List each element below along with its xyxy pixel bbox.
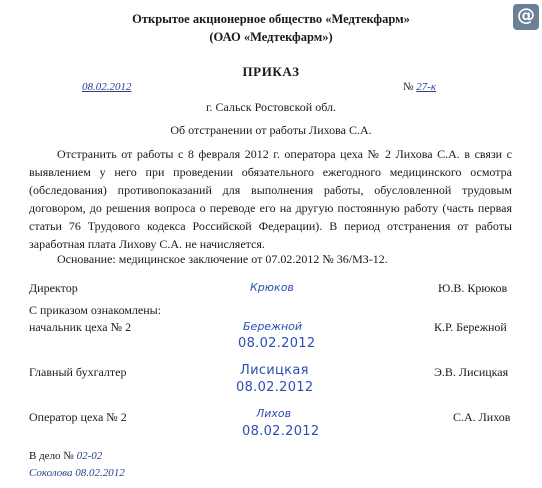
file-number: 02-02 <box>76 450 103 462</box>
signatory-date: 08.02.2012 <box>242 424 320 439</box>
file-label: В дело № <box>29 450 74 462</box>
signatory-name: К.Р. Бережной <box>434 320 507 334</box>
signatory-signature: Бережной <box>243 320 303 333</box>
org-full-name: Открытое акционерное общество «Медтекфарм» <box>132 12 410 26</box>
acquainted-label: С приказом ознакомлены: <box>29 303 162 317</box>
order-place: г. Сальск Ростовской обл. <box>205 100 337 114</box>
order-subject: Об отстранении от работы Лихова С.А. <box>170 123 372 137</box>
number-prefix: № <box>403 81 414 93</box>
director-name: Ю.В. Крюков <box>438 281 508 295</box>
number-value: 27-к <box>416 81 437 93</box>
signatory-date: 08.02.2012 <box>238 336 316 351</box>
director-signature: Крюков <box>250 281 294 294</box>
file-record <box>29 450 102 462</box>
signatory-date: 08.02.2012 <box>236 380 314 395</box>
director-role: Директор <box>29 281 78 295</box>
signatory-role: Оператор цеха № 2 <box>29 410 127 424</box>
order-number <box>403 81 436 93</box>
signatory-role: начальник цеха № 2 <box>29 320 132 334</box>
order-body: Отстранить от работы с 8 февраля 2012 г. оператора цеха № 2 Лихова С.А. в связи с выявлением у него при проведении обязательного ежегодного медицинского осмотра (обследования) противопоказаний для выполнения работы, обусловленной трудовым договором, до решения вопроса о переводе его на другую постоянную работу (часть первая статьи 76 Трудового кодекса Российской Федерации). В период отстранения от работы заработная плата Лихову С.А. не начисляется. <box>29 147 512 251</box>
signatory-name: Э.В. Лисицкая <box>434 365 509 379</box>
order-basis: Основание: медицинское заключение от 07.02.2012 № 36/МЗ-12. <box>57 252 388 266</box>
signatory-role: Главный бухгалтер <box>29 365 127 379</box>
signatory-name: С.А. Лихов <box>453 410 511 424</box>
at-sign-icon: @ <box>517 5 535 26</box>
signatory-signature: Лисицкая <box>240 363 309 378</box>
order-date: 08.02.2012 <box>82 81 132 93</box>
org-short-name: (ОАО «Медтекфарм») <box>209 30 333 44</box>
signatory-signature: Лихов <box>256 407 292 420</box>
document-title: ПРИКАЗ <box>242 64 300 79</box>
clerk-note: Соколова 08.02.2012 <box>29 467 125 479</box>
